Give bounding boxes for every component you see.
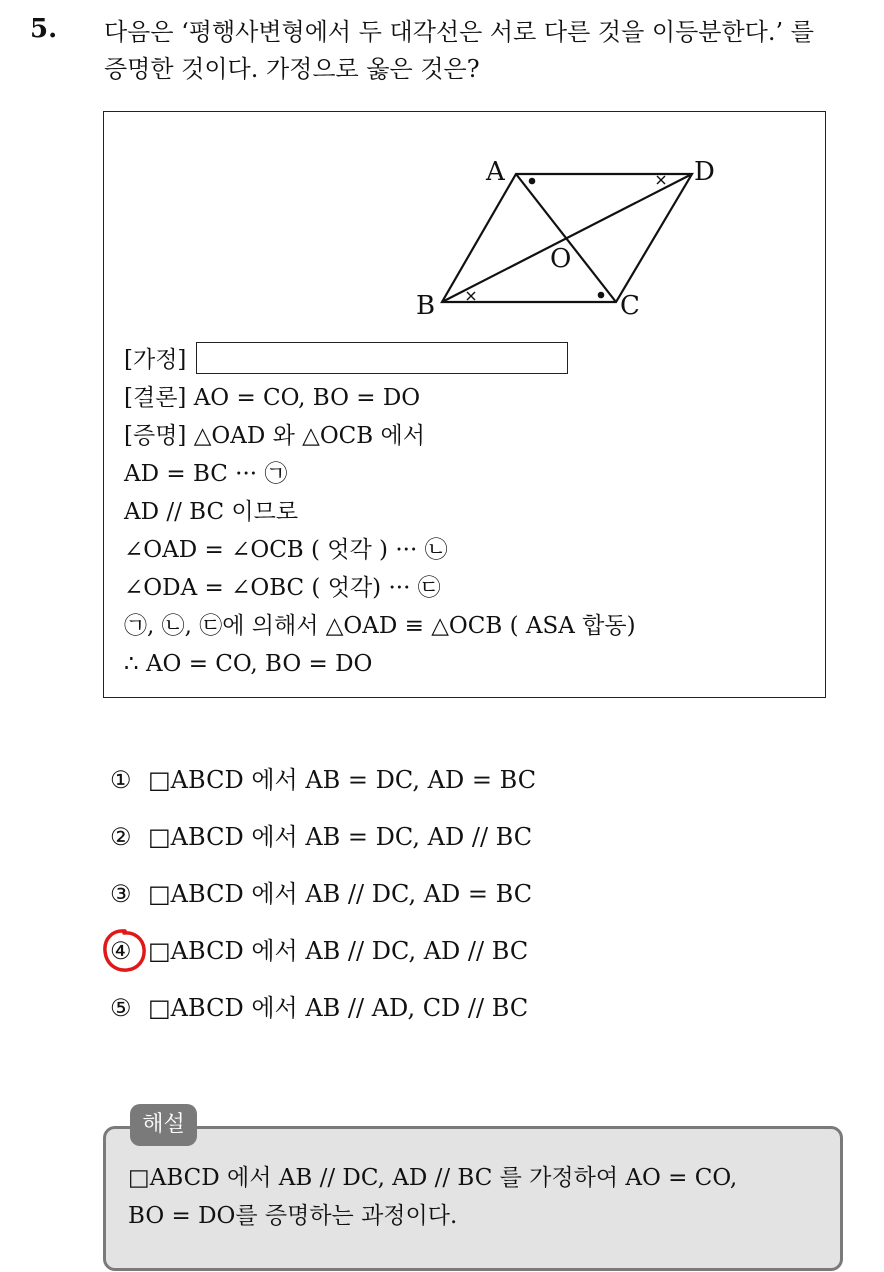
assumption-blank-box	[196, 342, 568, 374]
choice-5[interactable]	[110, 986, 536, 1043]
proof-step-3: ∠OAD = ∠OCB ( 엇각 ) ··· ㉡	[124, 537, 448, 563]
proof-step-1: AD = BC ··· ㉠	[124, 461, 288, 487]
choice-number: ②	[110, 823, 132, 851]
choice-text: □ABCD 에서 AB = DC, AD // BC	[148, 823, 533, 851]
question-line-2: 증명한 것이다. 가정으로 옳은 것은?	[104, 55, 480, 83]
solution-line-1: □ABCD 에서 AB // DC, AD // BC 를 가정하여 AO = CO,	[128, 1165, 738, 1191]
proof-step-2: AD // BC 이므로	[124, 499, 299, 525]
label-d: D	[694, 157, 715, 187]
proof-box	[103, 111, 826, 698]
assumption-line	[124, 341, 636, 379]
question-number: 5.	[30, 14, 58, 44]
choice-text: □ABCD 에서 AB // DC, AD // BC	[148, 937, 529, 965]
proof-label: [증명]	[124, 423, 187, 449]
proof-intro: △OAD 와 △OCB 에서	[193, 423, 425, 449]
label-c: C	[620, 291, 640, 321]
assumption-label: [가정]	[124, 347, 187, 373]
proof-step-4: ∠ODA = ∠OBC ( 엇각) ··· ㉢	[124, 575, 441, 601]
choice-4[interactable]	[110, 929, 536, 986]
choice-number: ①	[110, 766, 132, 794]
answer-choices	[110, 758, 536, 1043]
solution-text	[128, 1159, 828, 1235]
choice-text: □ABCD 에서 AB = DC, AD = BC	[148, 766, 537, 794]
proof-step-6: ∴ AO = CO, BO = DO	[124, 651, 373, 677]
parallelogram-figure	[404, 132, 724, 322]
choice-1[interactable]	[110, 758, 536, 815]
label-b: B	[416, 291, 436, 321]
label-a: A	[486, 157, 505, 187]
choice-number: ③	[110, 880, 132, 908]
solution-tag: 해설	[130, 1104, 197, 1146]
choice-number: ⑤	[110, 994, 132, 1022]
angle-cross-b	[467, 292, 475, 300]
conclusion-line: [결론] AO = CO, BO = DO	[124, 385, 421, 411]
solution-box	[103, 1126, 843, 1271]
label-o: O	[550, 244, 572, 274]
question-text	[104, 14, 869, 88]
answer-circle-mark	[100, 926, 150, 976]
proof-intro-line	[124, 417, 636, 455]
choice-text: □ABCD 에서 AB // AD, CD // BC	[148, 994, 529, 1022]
choice-3[interactable]	[110, 872, 536, 929]
choice-number: ④	[110, 937, 132, 965]
proof-text	[124, 341, 636, 683]
angle-dot-a	[529, 178, 536, 185]
question-line-1: 다음은 ‘평행사변형에서 두 대각선은 서로 다른 것을 이등분한다.’ 를	[104, 18, 814, 46]
angle-cross-d	[657, 176, 665, 184]
choice-2[interactable]	[110, 815, 536, 872]
angle-dot-c	[598, 292, 605, 299]
proof-step-5: ㉠, ㉡, ㉢에 의해서 △OAD ≡ △OCB ( ASA 합동)	[124, 613, 636, 639]
solution-line-2: BO = DO를 증명하는 과정이다.	[128, 1203, 458, 1229]
choice-text: □ABCD 에서 AB // DC, AD = BC	[148, 880, 533, 908]
